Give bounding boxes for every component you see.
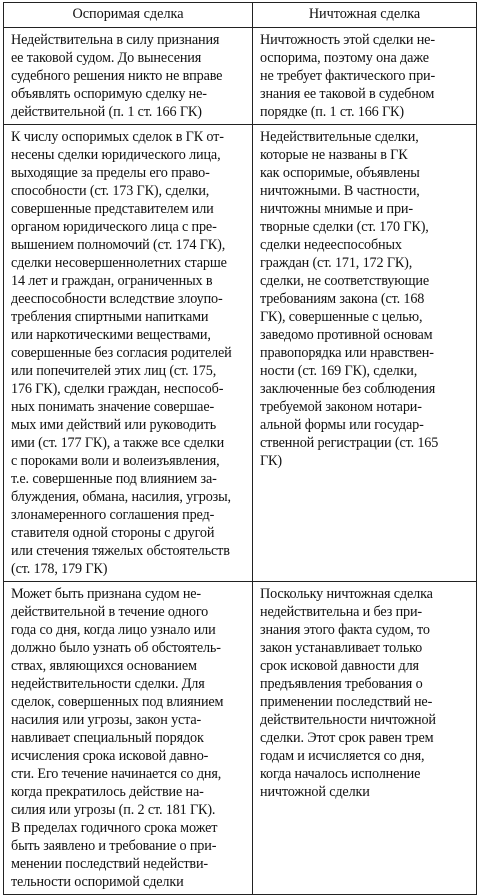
table-cell	[4, 582, 253, 895]
table-cell	[253, 582, 477, 895]
cell-text: Поскольку ничтожная сделка недействительна и без при- знания этого факта судом, то закон устанавливает только срок исковой давности для предъявления требования о применении последствий не- действительности ничтожной сделки. Этот срок равен трем годам и исчисляется со дня, когда началось исполнение ничтожной сделки	[260, 586, 436, 800]
table-cell	[253, 28, 477, 125]
cell-text: Ничтожность этой сделки не- оспорима, поэтому она даже не требует фактического при- знания ее таковой в судебном порядке (п. 1 ст. 166 ГК)	[260, 32, 436, 120]
table-cell	[4, 125, 253, 582]
table-cell	[253, 125, 477, 582]
cell-text: Недействительна в силу признания ее таковой судом. До вынесения судебного решения никто не вправе объявлять оспоримую сделку не- действительной (п. 1 ст. 166 ГК)	[11, 32, 223, 120]
table-row	[4, 582, 477, 895]
table-row	[4, 28, 477, 125]
comparison-table	[3, 2, 477, 895]
cell-text: Может быть признана судом не- действительной в течение одного года со дня, когда лицо узнало или должно было узнать об обстоятель- ствах, являющихся основанием недействительности сделки. Для сделок, совершенных под влиянием насилия или угрозы, закон уста- навливает специальный порядок исчисления срока исковой давно- сти. Его течение начинается со дня, когда прекратилось действие на- силия или угрозы (п. 2 ст. 181 ГК). В пределах годичного срока может быть заявлено и требование о при- менении последствий недействи- тельности оспоримой сделки	[11, 586, 224, 890]
document-page	[3, 2, 476, 895]
header-void-transaction: Ничтожная сделка	[253, 3, 477, 28]
table-cell	[4, 28, 253, 125]
header-voidable-transaction: Оспоримая сделка	[4, 3, 253, 28]
table-row	[4, 125, 477, 582]
cell-text: К числу оспоримых сделок в ГК от- несены сделки юридического лица, выходящие за пределы его право- способности (ст. 173 ГК), сделки, совершенные представителем или органом юридического лица с пре- вышением полномочий (ст. 174 ГК), сделки несовершеннолетних старше 14 лет и граждан, ограниченных в дееспособности вследствие злоупо- требления спиртными напитками или наркотическими веществами, совершенные без согласия родителей или попечителей этих лиц (ст. 175, 176 ГК), сделки граждан, неспособ- ных понимать значение совершае- мых ими действий или руководить ими (ст. 177 ГК), а также все сделки с пороками воли и волеизъявления, т.е. совершенные под влиянием за- блуждения, обмана, насилия, угрозы, злонамеренного соглашения пред- ставителя одной стороны с другой или стечения тяжелых обстоятельств (ст. 178, 179 ГК)	[11, 129, 232, 577]
cell-text: Недействительные сделки, которые не названы в ГК как оспоримые, объявлены ничтожными. В частности, ничтожны мнимые и при- творные сделки (ст. 170 ГК), сделки недееспособных граждан (ст. 171, 172 ГК), сделки, не соответствующие требованиям закона (ст. 168 ГК), совершенные с целью, заведомо противной основам правопорядка или нравствен- ности (ст. 169 ГК), сделки, заключенные без соблюдения требуемой законом нотари- альной формы или государ- ственной регистрации (ст. 165 ГК)	[260, 129, 439, 469]
table-header-row	[4, 3, 477, 28]
